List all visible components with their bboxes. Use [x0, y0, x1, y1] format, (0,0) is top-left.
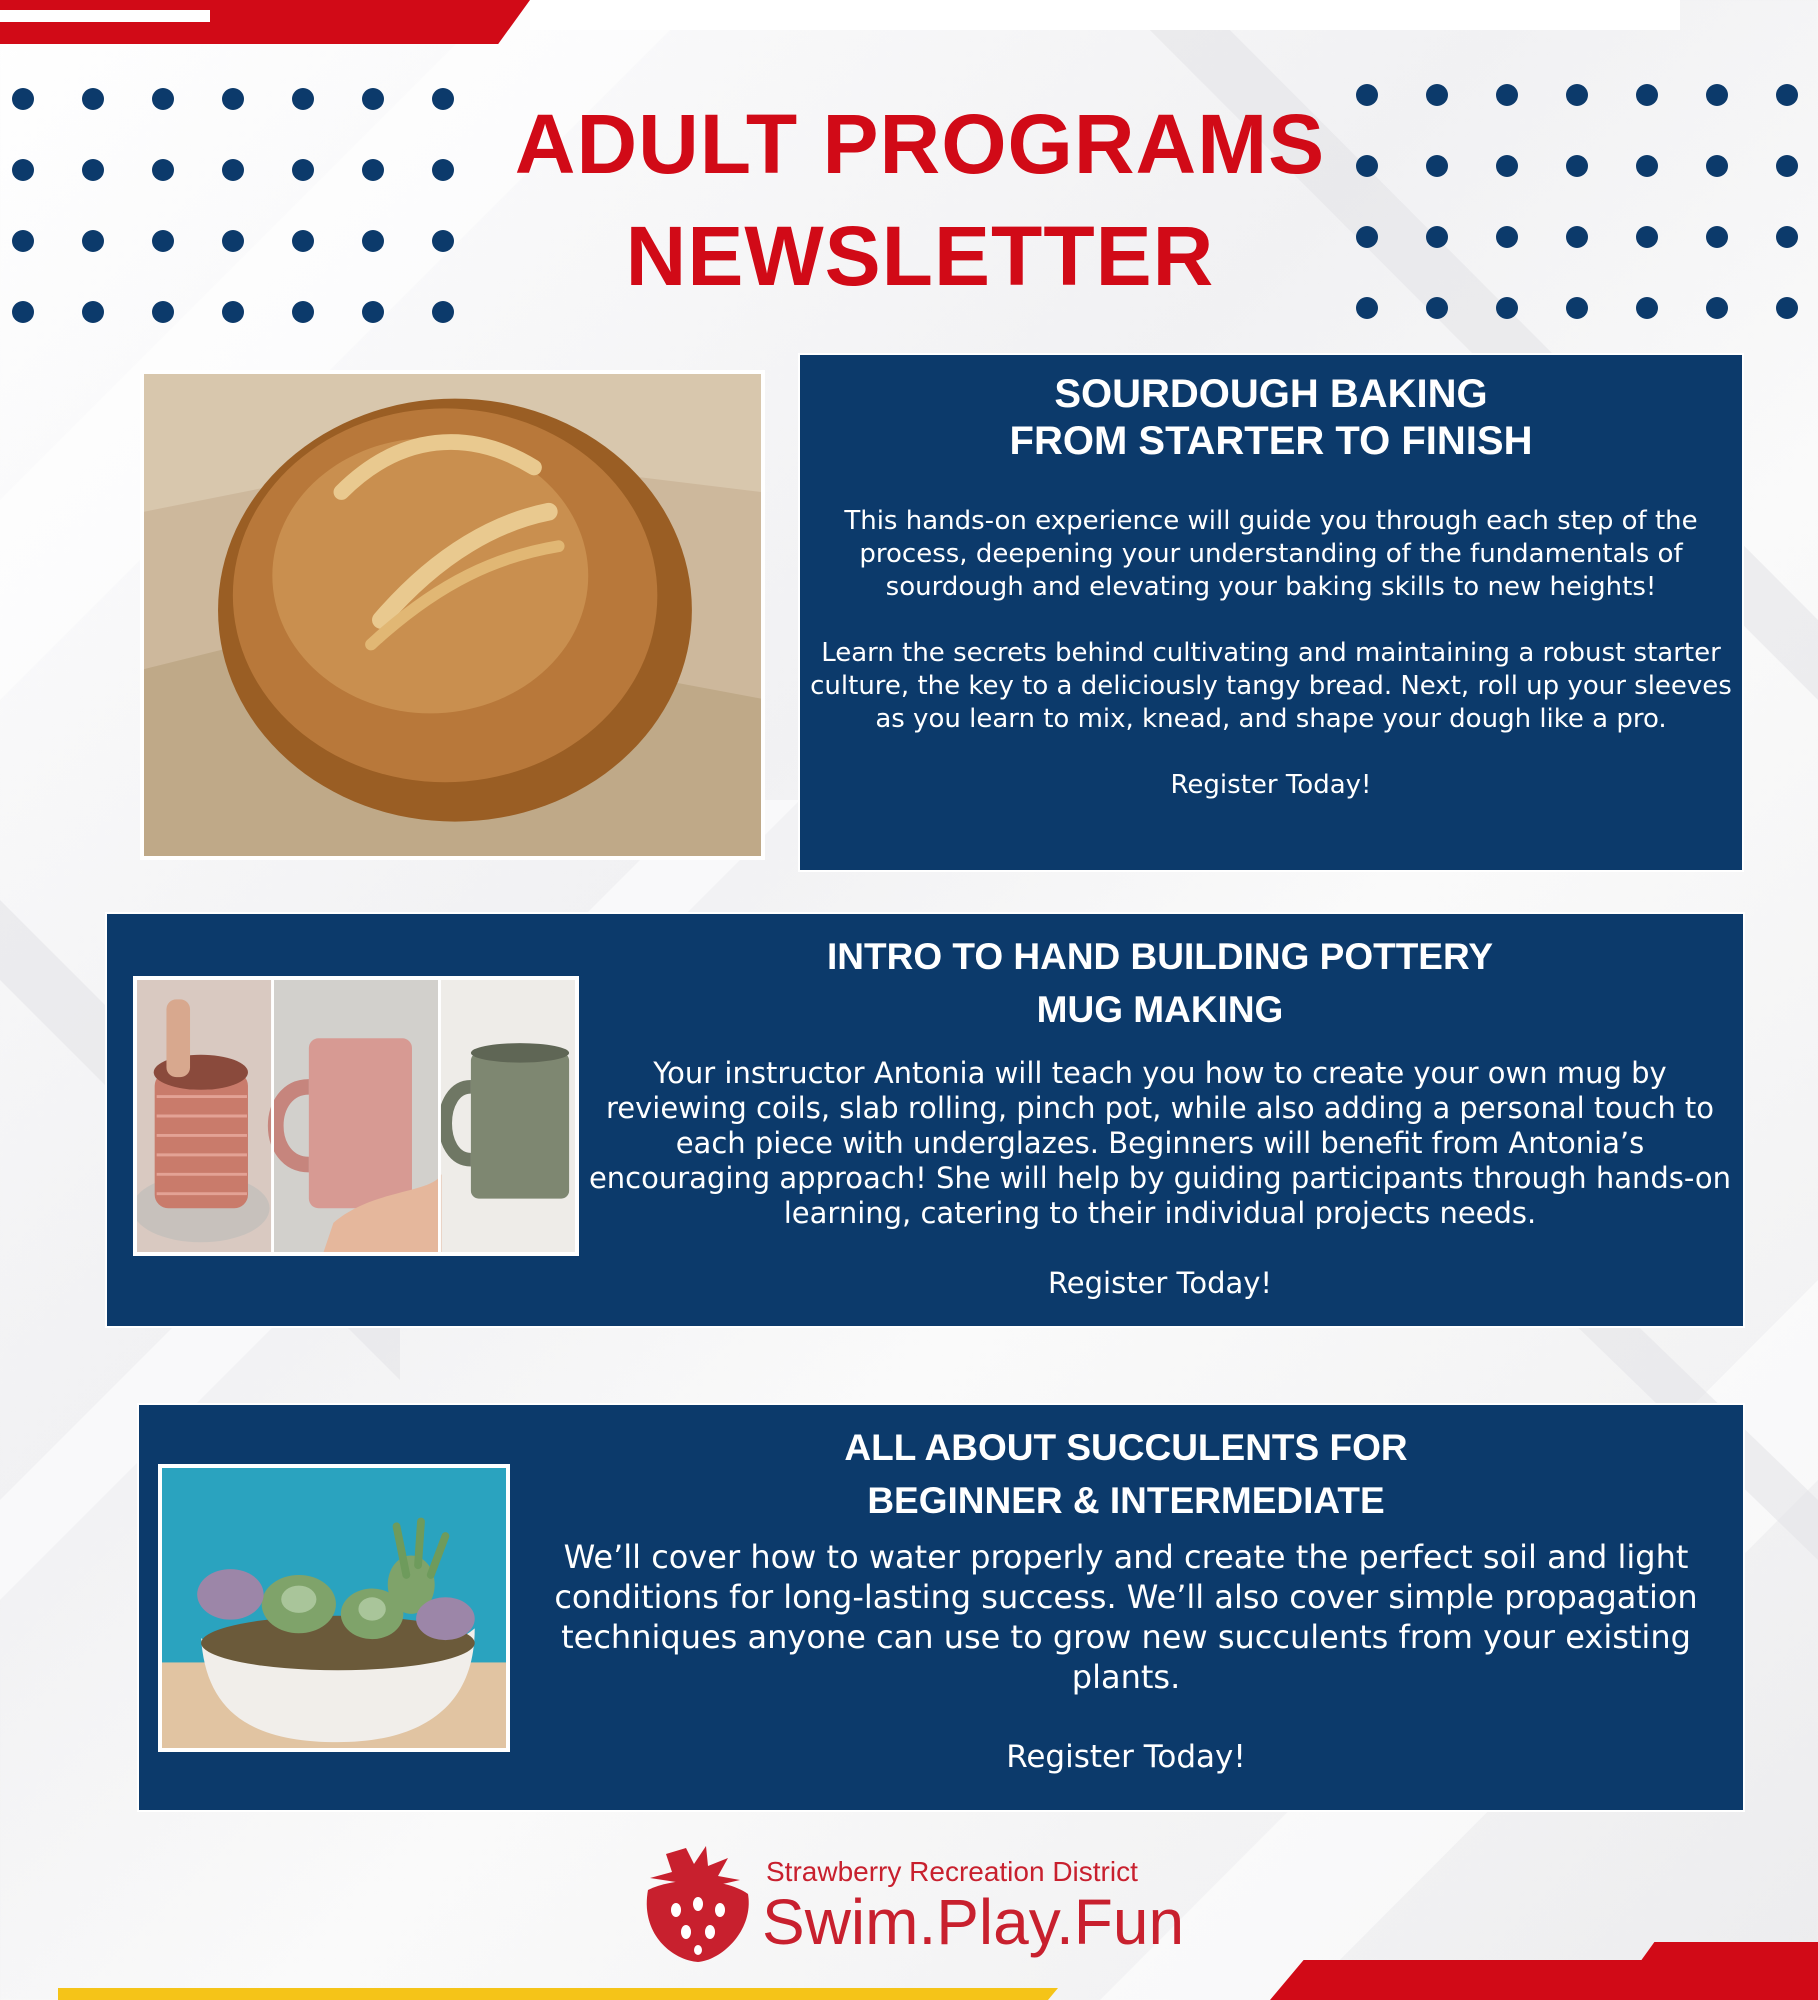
pottery-description: Your instructor Antonia will teach you how to create your own mug by reviewing coils, slab rolling, pinch pot, while also adding a personal touch to each piece with underglazes. Beginners will benefit from Antonia’s encouraging approach! She will help by guiding participants through hands-on learning, catering to their individual projects needs. — [588, 1056, 1732, 1230]
bottom-red-bar — [1270, 1960, 1818, 2000]
pottery-register-link[interactable]: Register Today! — [1047, 1266, 1273, 1300]
page-title-line1: ADULT PROGRAMS — [514, 97, 1326, 191]
dot-grid-left — [12, 88, 502, 372]
sourdough-content — [800, 371, 1742, 802]
district-name: Strawberry Recreation District — [766, 1856, 1138, 1887]
bottom-yellow-bar — [58, 1988, 1058, 2000]
sourdough-bread-photo — [140, 370, 765, 860]
sourdough-description-1: This hands-on experience will guide you through each step of the process, deepening your understanding of the fundamentals of sourdough and elevating your baking skills to new heights! — [844, 506, 1698, 602]
succulents-title-line2: BEGINNER & INTERMEDIATE — [867, 1480, 1385, 1521]
dot-grid-right — [1356, 84, 1818, 368]
strawberry-icon — [636, 1838, 754, 1964]
sourdough-description-2: Learn the secrets behind cultivating and maintaining a robust starter culture, the key to a deliciously tangy bread. Next, roll up your sleeves as you learn to mix, knead, and shape your dough like a pro. — [810, 638, 1732, 734]
succulents-register-link[interactable]: Register Today! — [1006, 1739, 1246, 1775]
sourdough-title-line1: SOURDOUGH BAKING — [1054, 372, 1488, 416]
sourdough-title — [804, 371, 1738, 465]
top-white-stripe — [0, 10, 210, 22]
pottery-title-line2: MUG MAKING — [1036, 989, 1284, 1030]
succulents-planter-photo — [158, 1464, 510, 1752]
pottery-mugs-photo — [133, 976, 579, 1256]
pottery-title-line1: INTRO TO HAND BUILDING POTTERY — [827, 936, 1493, 977]
page-title — [440, 88, 1400, 312]
district-tagline: Swim.Play.Fun — [762, 1886, 1185, 1958]
succulents-title — [519, 1421, 1733, 1527]
top-red-bar — [0, 0, 530, 44]
succulents-title-line1: ALL ABOUT SUCCULENTS FOR — [844, 1427, 1408, 1468]
sourdough-register-link[interactable]: Register Today! — [1170, 770, 1372, 800]
succulents-description: We’ll cover how to water properly and create the perfect soil and light conditions for long-lasting success. We’ll also cover simple propagation techniques anyone can use to grow new succulents from your existing plants. — [554, 1538, 1698, 1696]
top-white-band — [530, 0, 1680, 30]
succulents-content — [519, 1421, 1733, 1777]
pottery-content — [583, 930, 1737, 1301]
bottom-red-accent — [1640, 1942, 1818, 1962]
pottery-title — [583, 930, 1737, 1036]
district-logo — [636, 1838, 1236, 1968]
sourdough-title-line2: FROM STARTER TO FINISH — [1009, 419, 1533, 463]
sourdough-panel — [798, 353, 1744, 872]
page-title-line2: NEWSLETTER — [625, 209, 1215, 303]
